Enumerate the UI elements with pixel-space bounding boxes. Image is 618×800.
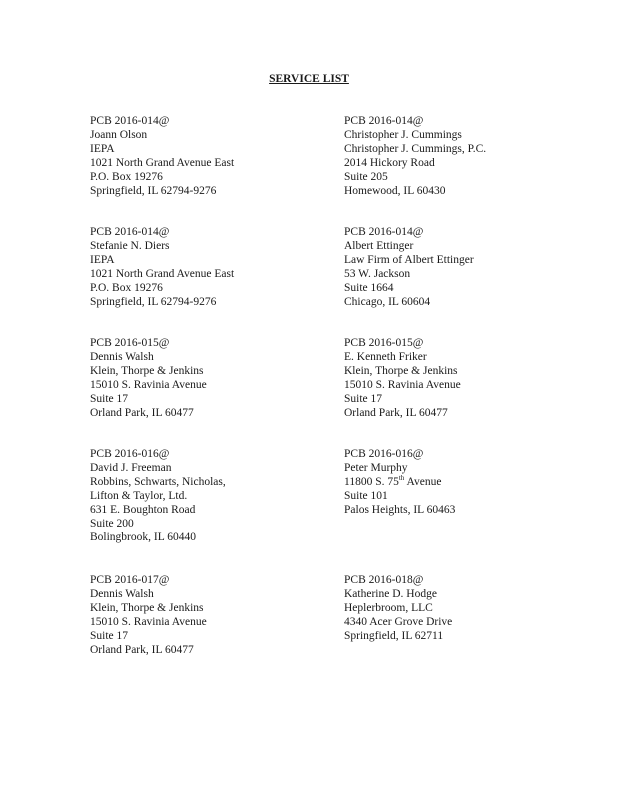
organization: IEPA (90, 142, 115, 155)
street-number: 11800 S. 75 (344, 475, 399, 488)
address-line-1: 15010 S. Ravinia Avenue (90, 615, 207, 628)
address-line-2: P.O. Box 19276 (90, 281, 163, 294)
address-line-1: 1021 North Grand Avenue East (90, 267, 235, 280)
contact-name: Christopher J. Cummings (344, 128, 462, 141)
address-line-2: P.O. Box 19276 (90, 170, 163, 183)
city-state-zip: Orland Park, IL 60477 (90, 643, 194, 656)
service-entry-walsh-015 (90, 337, 330, 420)
city-state-zip: Orland Park, IL 60477 (90, 406, 194, 419)
address-line-2: Suite 17 (90, 629, 129, 642)
case-number: PCB 2016-018@ (344, 574, 424, 586)
city-state-zip: Palos Heights, IL 60463 (344, 503, 456, 516)
organization: Heplerbroom, LLC (344, 601, 433, 614)
service-entry-diers (90, 226, 330, 309)
organization: Klein, Thorpe & Jenkins (90, 601, 204, 614)
address-line-2: Suite 205 (344, 170, 388, 183)
case-number: PCB 2016-015@ (90, 337, 170, 349)
case-number: PCB 2016-014@ (344, 115, 424, 127)
ordinal-suffix: th (398, 473, 405, 482)
contact-name: Peter Murphy (344, 461, 408, 474)
contact-name: Albert Ettinger (344, 239, 414, 252)
address-line-2: Suite 200 (90, 517, 134, 530)
contact-name: E. Kenneth Friker (344, 350, 427, 363)
address-line-1: 15010 S. Ravinia Avenue (344, 378, 461, 391)
address-line-1 (344, 473, 584, 490)
city-state-zip: Chicago, IL 60604 (344, 295, 431, 308)
case-number: PCB 2016-014@ (90, 115, 170, 127)
contact-name: Dennis Walsh (90, 587, 154, 600)
address-line-1: 15010 S. Ravinia Avenue (90, 378, 207, 391)
address-line-2: Suite 17 (90, 392, 129, 405)
service-entry-walsh-017 (90, 574, 330, 657)
service-entry-hodge (344, 574, 584, 644)
street-suffix: Avenue (404, 475, 442, 488)
organization-line-2: Lifton & Taylor, Ltd. (90, 489, 188, 502)
organization: Robbins, Schwarts, Nicholas, (90, 475, 226, 488)
case-number: PCB 2016-014@ (90, 226, 170, 238)
organization: Law Firm of Albert Ettinger (344, 253, 474, 266)
city-state-zip: Orland Park, IL 60477 (344, 406, 448, 419)
service-entry-friker (344, 337, 584, 420)
organization: Klein, Thorpe & Jenkins (344, 364, 458, 377)
case-number: PCB 2016-016@ (90, 448, 170, 460)
contact-name: Katherine D. Hodge (344, 587, 437, 600)
service-entry-cummings (344, 115, 584, 198)
contact-name: Joann Olson (90, 128, 148, 141)
service-entry-murphy (344, 448, 584, 518)
case-number: PCB 2016-015@ (344, 337, 424, 349)
case-number: PCB 2016-017@ (90, 574, 170, 586)
city-state-zip: Springfield, IL 62711 (344, 629, 444, 642)
contact-name: Stefanie N. Diers (90, 239, 170, 252)
address-line-2: Suite 101 (344, 489, 388, 502)
address-line-1: 2014 Hickory Road (344, 156, 435, 169)
organization: IEPA (90, 253, 115, 266)
organization: Klein, Thorpe & Jenkins (90, 364, 204, 377)
service-entry-olson (90, 115, 330, 198)
contact-name: David J. Freeman (90, 461, 172, 474)
page-title: SERVICE LIST (269, 73, 349, 85)
case-number: PCB 2016-016@ (344, 448, 424, 460)
city-state-zip: Springfield, IL 62794-9276 (90, 184, 217, 197)
service-entry-freeman (90, 448, 330, 545)
address-line-1: 1021 North Grand Avenue East (90, 156, 235, 169)
city-state-zip: Homewood, IL 60430 (344, 184, 446, 197)
address-line-1: 53 W. Jackson (344, 267, 411, 280)
service-entry-ettinger (344, 226, 584, 309)
address-line-2: Suite 17 (344, 392, 383, 405)
address-line-2: Suite 1664 (344, 281, 394, 294)
city-state-zip: Springfield, IL 62794-9276 (90, 295, 217, 308)
organization: Christopher J. Cummings, P.C. (344, 142, 487, 155)
contact-name: Dennis Walsh (90, 350, 154, 363)
address-line-1: 4340 Acer Grove Drive (344, 615, 453, 628)
case-number: PCB 2016-014@ (344, 226, 424, 238)
city-state-zip: Bolingbrook, IL 60440 (90, 531, 196, 544)
address-line-1: 631 E. Boughton Road (90, 503, 196, 516)
